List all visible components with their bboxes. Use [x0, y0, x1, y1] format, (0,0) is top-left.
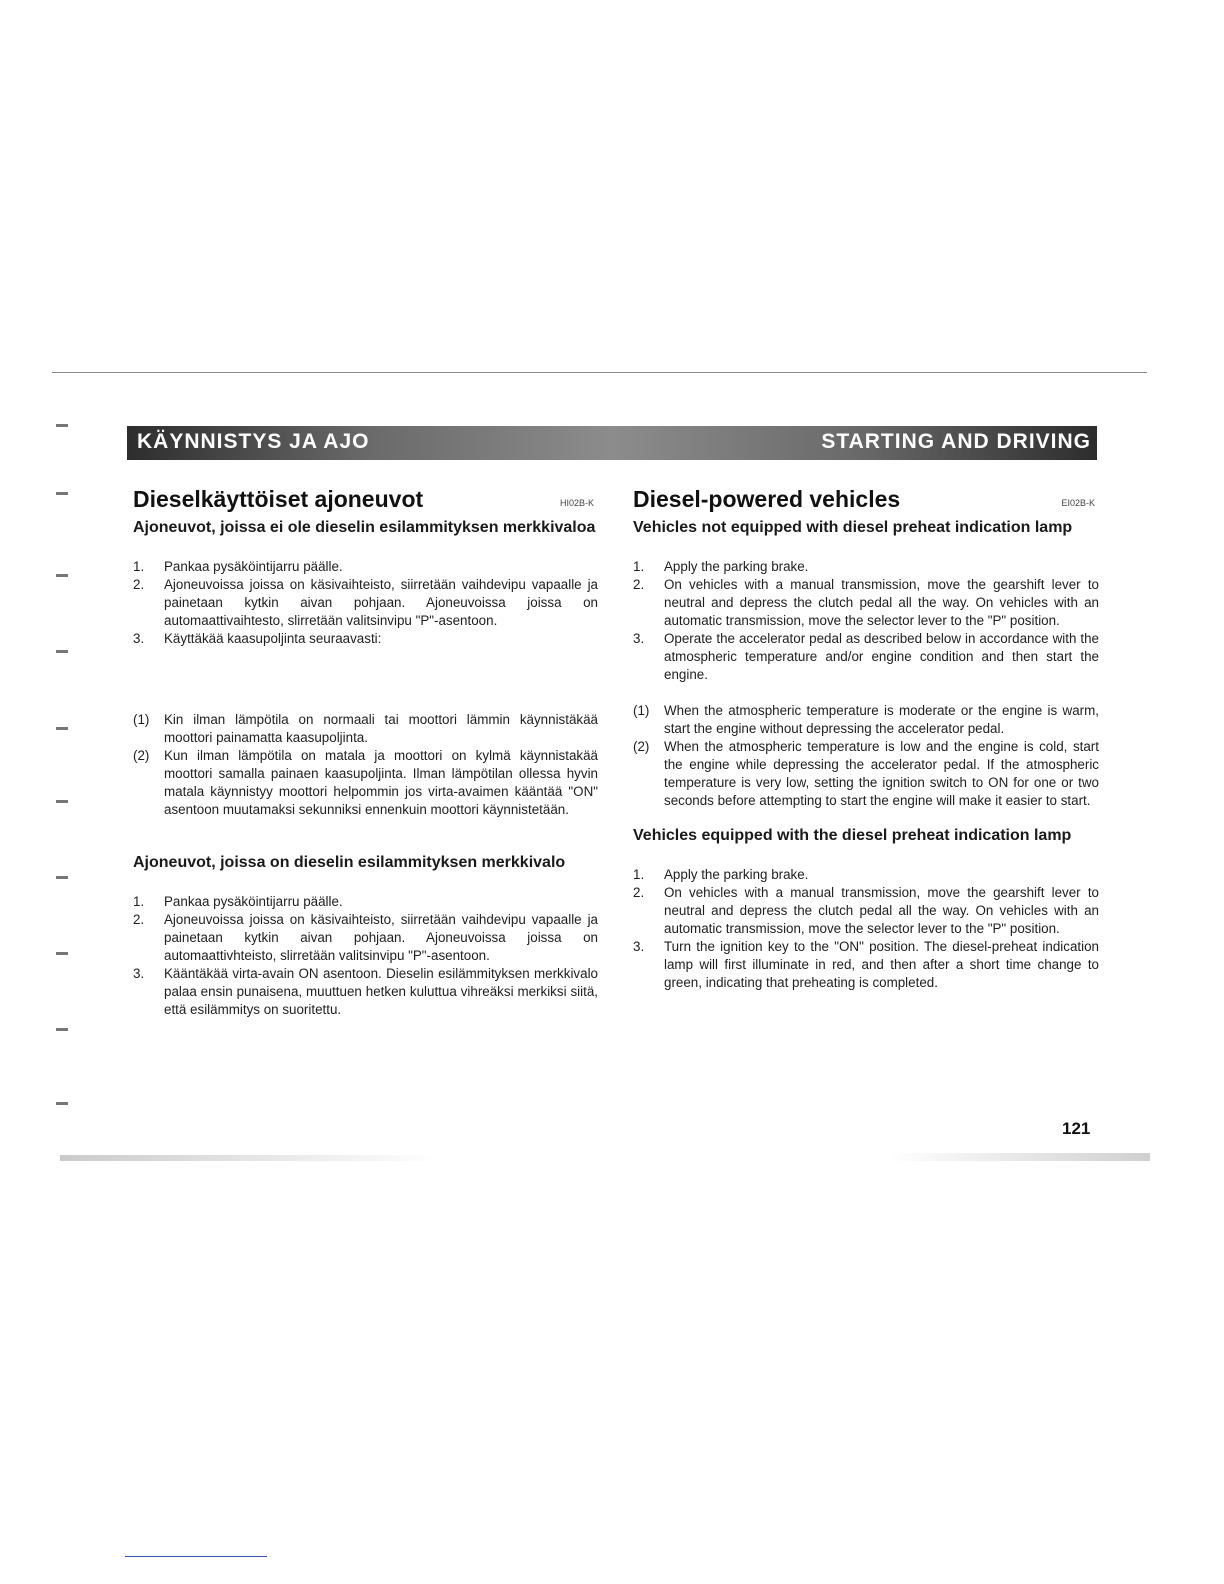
list-item: 3. Turn the ignition key to the "ON" position. The diesel-preheat indication lamp will first illuminate in red, and then after a short time change to green, indicating that preheating is completed. [633, 939, 1099, 990]
english-subheading-with-lamp: Vehicles equipped with the diesel preheat indication lamp [633, 827, 1072, 844]
header-title-english: STARTING AND DRIVING [821, 430, 1091, 453]
finnish-subheading-with-lamp: Ajoneuvot, joissa on dieselin esilammityksen merkkivalo [133, 854, 566, 871]
list-item: 2. On vehicles with a manual transmission, move the gearshift lever to neutral and depress the clutch pedal all the way. On vehicles with an automatic transmission, move the selector lever to the "P" position. [633, 885, 1099, 936]
list-item: 1. Apply the parking brake. [633, 559, 809, 574]
list-item: (2) Kun ilman lämpötila on matala ja moottori on kylmä käynnistakää moottori samalla painaen kaasupoljinta. Ilman lämpötilan ollessa hyvin matala käynnistyy moottori helpommin jos virta-avaimen kääntää "ON" asentoon muutamaksi sekunniksi ennenkuin moottori käynnistetään. [133, 748, 598, 817]
english-subheading-no-lamp: Vehicles not equipped with diesel preheat indication lamp [633, 519, 1073, 536]
list-item: 3. Operate the accelerator pedal as described below in accordance with the atmospheric temperature and/or engine condition and then start the engine. [633, 631, 1099, 682]
header-title-finnish: KÄYNNISTYS JA AJO [137, 430, 370, 453]
list-item: 3. Kääntäkää virta-avain ON asentoon. Dieselin esilämmityksen merkkivalo palaa ensin punaisena, muuttuen hetken kuluttua vihreäksi merkiksi siitä, että esilämmitys on suoritettu. [133, 966, 598, 1017]
finnish-subheading-no-lamp: Ajoneuvot, joissa ei ole dieselin esilammityksen merkkivaloa [133, 519, 596, 536]
finnish-section-heading [133, 484, 598, 518]
list-item: 1. Pankaa pysäköintijarru päälle. [133, 894, 343, 909]
finnish-steps-no-lamp [133, 558, 598, 648]
english-section-heading [633, 484, 1099, 518]
list-item: 2. On vehicles with a manual transmission, move the gearshift lever to neutral and depress the clutch pedal all the way. On vehicles with an automatic transmission, move the selector lever to the "P" position. [633, 577, 1099, 628]
english-steps-no-lamp [633, 558, 1099, 684]
list-item: (2) When the atmospheric temperature is low and the engine is cold, start the engine while depressing the accelerator pedal. If the atmospheric temperature is very low, setting the ignition switch to ON for one or two seconds before attempting to start the engine will make it easier to start. [633, 739, 1099, 808]
finnish-steps-with-lamp [133, 893, 598, 1019]
list-item: 2. Ajoneuvoissa joissa on käsivaihteisto, siirretään vaihdevipu vapaalle ja painetaan kytkin aivan pohjaan. Ajoneuvoissa joissa on automaattivhteisto, slirretään valitsinvipu "P"-asentoon. [133, 912, 598, 963]
english-conditions [633, 702, 1099, 810]
scan-shadow-left [60, 1155, 440, 1161]
page-number: 121 [1062, 1119, 1091, 1138]
list-item: 1. Apply the parking brake. [633, 867, 809, 882]
english-column [633, 484, 1099, 992]
english-title: Diesel-powered vehicles [633, 486, 901, 512]
top-rule [52, 372, 1147, 373]
list-item: (1) Kin ilman lämpötila on normaali tai moottori lämmin käynnistäkää moottori painamatta kaasupoljinta. [133, 712, 598, 745]
list-item: 1. Pankaa pysäköintijarru päälle. [133, 559, 343, 574]
english-section-code: EI02B-K [1061, 498, 1095, 508]
list-item: 3. Käyttäkää kaasupoljinta seuraavasti: [133, 631, 382, 646]
finnish-section-code: HI02B-K [559, 498, 594, 508]
list-item: (1) When the atmospheric temperature is moderate or the engine is warm, start the engine without depressing the accelerator pedal. [633, 703, 1099, 736]
section-header-band [127, 426, 1097, 460]
english-steps-with-lamp [633, 866, 1099, 992]
finnish-conditions [133, 711, 598, 819]
finnish-title: Dieselkäyttöiset ajoneuvot [133, 486, 424, 512]
list-item: 2. Ajoneuvoissa joissa on käsivaihteisto, siirretään vaihdevipu vapaalle ja painetaan kytkin aivan pohjaan. Ajoneuvoissa joissa on automaattivaihtesto, slirretään valitsinvipu "P"-asentoon. [133, 577, 598, 628]
scan-shadow-right [890, 1153, 1150, 1161]
finnish-column [133, 484, 598, 1019]
footer-rule [125, 1556, 267, 1557]
